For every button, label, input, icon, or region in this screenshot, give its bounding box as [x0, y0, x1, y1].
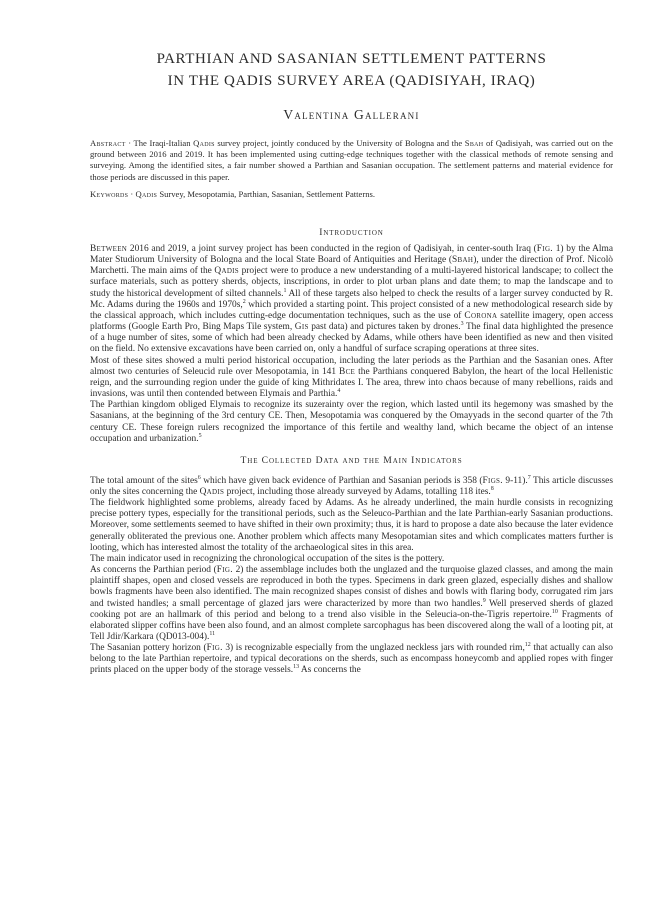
abstract: Abstract · The Iraqi-Italian Qadis survey project, jointly conduced by the University of Bologna and the Sbah of Qadisiyah, was carried out on the ground between 2016 and 2019. It has been implemented using cutting-edge techniques together with the classical methods of remote sensing and surveying. Among the identified sites, a fair number showed a Parthian and Sasanian occupation. The settlement patterns and material evidence for those periods are discussed in this paper.	[90, 138, 613, 182]
footnote-ref[interactable]: 13	[293, 664, 300, 671]
author-name: Valentina Gallerani	[283, 107, 420, 122]
section-heading-introduction: Introduction	[319, 227, 384, 239]
title-line-1: PARTHIAN AND SASANIAN SETTLEMENT PATTERNS	[156, 51, 547, 67]
intro-paragraph-2: Most of these sites showed a multi period historical occupation, including the later periods as the Parthian and the Sasanian ones. After almost two centuries of Seleucid rule over Mesopotamia, in 141 Bce the Parthians conquered Babylon, the heart of the local Hellenistic reign, and the surrounding region under the guide of king Mithridates I. The area, threw into chaos because of many rebellions, raids and invasions, was until then contended between Elymais and Parthia.$^4$	[90, 355, 613, 400]
intro-paragraph-3: The Parthian kingdom obliged Elymais to recognize its suzerainty over the region, which lasted until its hegemony was smashed by the Sasanians, at the beginning of the 3rd century CE. Then, Mesopotamia was conquered by the Omayyads in the second quarter of the 7th century CE. These foreign rulers recognized the importance of this fertile and wealthy land, which became the object of an intense occupation and urbanization.$^5$	[90, 400, 613, 444]
data-paragraph-3: The main indicator used in recognizing the chronological occupation of the sites is the pottery.	[90, 553, 445, 564]
section-heading-collected-data: The Collected Data and the Main Indicators	[240, 454, 463, 466]
footnote-ref[interactable]: 3	[460, 320, 464, 327]
footnote-ref[interactable]: 12	[524, 642, 531, 649]
footnote-ref[interactable]: 10	[551, 608, 558, 615]
footnote-ref[interactable]: 9	[482, 597, 486, 604]
data-paragraph-1: The total amount of the sites$^6$ which have given back evidence of Parthian and Sasanian periods is 358 (Figs. 9-11).$^7$ This article discusses only the sites concerning the Qadis project, including those already surveyed by Adams, totalling 118 ites.$^8$	[90, 474, 613, 497]
abstract-label: Abstract	[90, 138, 126, 148]
keywords-label: Keywords	[90, 188, 129, 199]
footnote-ref[interactable]: 5	[198, 432, 202, 439]
data-paragraph-5: The Sasanian pottery horizon (Fig. 3) is recognizable especially from the unglazed neckless jars with rounded rim,$^{12}$ that actually can also belong to the late Parthian repertoire, and typical decorations on the sherds, such as encompass honeycomb and applied ropes with finger prints placed on the upper body of the storage vessels.$^{13}$ As concerns the	[90, 642, 613, 676]
footnote-ref[interactable]: 11	[209, 630, 216, 637]
footnote-ref[interactable]: 8	[490, 485, 494, 492]
footnote-ref[interactable]: 6	[197, 474, 201, 481]
paper-page	[90, 48, 613, 677]
footnote-ref[interactable]: 7	[527, 474, 531, 481]
footnote-ref[interactable]: 2	[242, 298, 246, 305]
footnote-ref[interactable]: 1	[283, 287, 287, 294]
intro-paragraph-1: Between 2016 and 2019, a joint survey project has been conducted in the region of Qadisiyah, in center-south Iraq (Fig. 1) by the Alma Mater Studiorum University of Bologna and the local State Board of Antiquities and Heritage (Sbah), under the direction of Prof. Nicolò Marchetti. The main aims of the Qadis project were to produce a new understanding of a multi-layered historical landscape; to collect the surface materials, such as pottery sherds, objects, inscriptions, in order to plot urban plans and date them; to map the landscape and to study the historical development of silted channels.$^1$ All of these targets also helped to check the results of a larger survey conducted by R. Mc. Adams during the 1960s and 1970s,$^2$ which provided a starting point. This project consisted of a new methodological research side by the classical approach, which includes cutting-edge documentation techniques, such as the use of Corona satellite imagery, open access platforms (Google Earth Pro, Bing Maps Tile system, Gis past data) and pictures taken by drones.$^3$ The final data highlighted the presence of a huge number of sites, some of which had been already checked by Adams, while others have been identified as new and then visited on the field. No extensive excavations have been carried on, only a handful of surface scraping operations at three sites.	[90, 244, 613, 355]
footnote-ref[interactable]: 4	[337, 387, 341, 394]
data-paragraph-4: As concerns the Parthian period (Fig. 2) the assemblage includes both the unglazed and the turquoise glazed classes, and among the main plaintiff shapes, open and closed vessels are reproduced in both the types. Specimens in dark green glazed, especially dishes and shallow bowls fragments have been also identified. The main recognized shapes consist of dishes and bowls with flaring body, corrugated rim jars and twisted handles; a small percentage of glazed jars were characterized by more than two handles.$^9$ Well preserved sherds of glazed cooking pot are an hallmark of this period and belong to a trend also visible in the Seleucia-on-the-Tigris repertoire.$^{10}$ Fragments of elaborated slipper coffins have been also found, and an almost complete sarcophagus has been discovered along the wall of a looting pit, at Tell Jdir/Karkara (QD013-004).$^{11}$	[90, 565, 613, 643]
data-paragraph-2: The fieldwork highlighted some problems, already faced by Adams. As he already underlined, the main hurdle consists in recognizing precise pottery types, especially for the transitional periods, such as the Seleuco-Parthian and the late Parthian-early Sasanian productions. Moreover, some settlements seemed to have shifted in their own proximity; thus, it is hard to propose a date also because the later evidence generally obliterated the previous one. Another problem which affects many Mesopotamian sites and which complicates matters further is looting, which has interested almost the totality of the archaeological sites in this area.	[90, 498, 613, 553]
paper-title	[90, 48, 613, 92]
title-line-2: IN THE QADIS SURVEY AREA (QADISIYAH, IRAQ)	[167, 73, 536, 89]
keywords: Keywords · Qadis Survey, Mesopotamia, Parthian, Sasanian, Settlement Patterns.	[90, 188, 375, 199]
